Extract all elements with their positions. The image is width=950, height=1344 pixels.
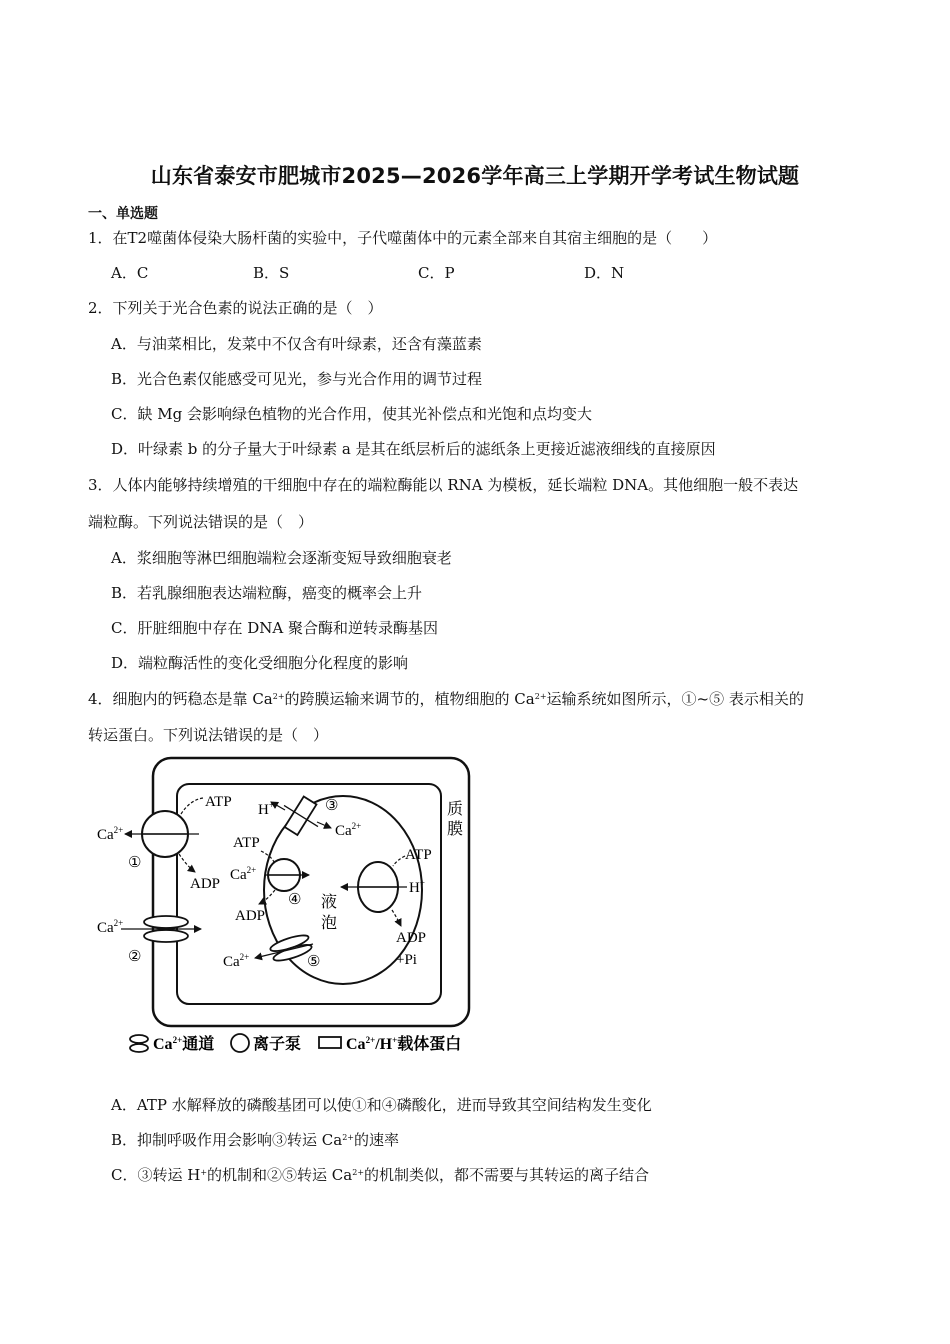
adp-arrow-1: [179, 854, 195, 872]
q4-option-a: A．ATP 水解释放的磷酸基团可以使①和④磷酸化，进而导致其空间结构发生变化: [111, 1096, 652, 1114]
q2-option-b: B．光合色素仅能感受可见光，参与光合作用的调节过程: [111, 370, 483, 388]
membrane-label-2: 膜: [447, 821, 464, 838]
q2-option-d: D．叶绿素 b 的分子量大于叶绿素 a 是其在纸层析后的滤纸条上更接近滤液细线的直接原因: [111, 440, 716, 458]
q3-option-c: C．肝脏细胞中存在 DNA 聚合酶和逆转录酶基因: [111, 619, 438, 637]
h-label-3: H+: [258, 800, 274, 818]
q3-option-d: D．端粒酶活性的变化受细胞分化程度的影响: [111, 654, 409, 672]
ca-label-1: $Ca^{2+}$: [97, 825, 124, 843]
adp-label-1: ADP: [190, 876, 221, 892]
q1-option-d: D．N: [584, 264, 625, 282]
legend-carrier: $Ca^{2+}/H^+$载体蛋白: [346, 1035, 462, 1053]
atp-arrow-1: [181, 798, 203, 814]
number-1: ①: [128, 855, 142, 871]
q1-option-a: A．C: [111, 264, 149, 282]
carrier-3: [275, 790, 328, 842]
q4-option-b: B．抑制呼吸作用会影响③转运 $Ca^{2+}$的速率: [111, 1131, 400, 1149]
ca-label-4: $Ca^{2+}$: [230, 865, 257, 883]
section-heading: 一、单选题: [88, 206, 158, 222]
legend: [130, 1034, 461, 1053]
q1-option-b: B．S: [253, 264, 290, 282]
legend-channel: $Ca^{2+}$通道: [153, 1035, 215, 1053]
pi-label-pump: +Pi: [396, 952, 417, 968]
ca-label-3: $Ca^{2+}$: [335, 821, 362, 839]
vacuole-label-1: 液: [321, 894, 338, 911]
number-5: ⑤: [307, 954, 321, 970]
adp-label-4: ADP: [235, 908, 266, 924]
page-title: 山东省泰安市肥城市2025—2026学年高三上学期开学考试生物试题: [150, 164, 800, 188]
number-2: ②: [128, 949, 142, 965]
question-2-stem: 2．下列关于光合色素的说法正确的是（ ）: [88, 299, 383, 317]
adp-label-pump: ADP: [396, 930, 427, 946]
question-3-stem-line1: 3．人体内能够持续增殖的干细胞中存在的端粒酶能以 RNA 为模板，延长端粒 DNA。其他细胞一般不表达: [88, 476, 799, 494]
q1-option-c: C．P: [418, 264, 455, 282]
adp-arrow-4: [259, 890, 275, 904]
calcium-transport-diagram: [95, 752, 490, 1058]
ca-label-5: $Ca^{2+}$: [223, 952, 250, 970]
question-4-stem-line1: 4．细胞内的钙稳态是靠 $Ca^{2+}$的跨膜运输来调节的，植物细胞的 $Ca^{2+}$运输系统如图所示，①~⑤ 表示相关的: [88, 690, 804, 708]
question-3-stem-line2: 端粒酶。下列说法错误的是（ ）: [88, 513, 314, 531]
h-label-pump: H+: [409, 878, 425, 896]
q3-option-b: B．若乳腺细胞表达端粒酶，癌变的概率会上升: [111, 584, 423, 602]
q4-option-c: C．③转运 H+的机制和②⑤转运 $Ca^{2+}$的机制类似，都不需要与其转运的离子结合: [111, 1166, 650, 1184]
question-4-stem-line2: 转运蛋白。下列说法错误的是（ ）: [88, 726, 329, 744]
atp-arrow-pump: [393, 856, 405, 866]
question-1-stem: 1．在T2噬菌体侵染大肠杆菌的实验中，子代噬菌体中的元素全部来自其宿主细胞的是（ ）: [88, 229, 718, 247]
q2-option-c: C．缺 Mg 会影响绿色植物的光合作用，使其光补偿点和光饱和点均变大: [111, 405, 592, 423]
membrane-label-1: 质: [447, 801, 464, 818]
adp-arrow-pump: [392, 910, 401, 926]
atp-label-4: ATP: [233, 835, 260, 851]
legend-pump: 离子泵: [253, 1036, 302, 1053]
number-4: ④: [288, 892, 302, 908]
vacuole-label-2: 泡: [321, 915, 338, 932]
q3-option-a: A．浆细胞等淋巴细胞端粒会逐渐变短导致细胞衰老: [111, 549, 452, 567]
atp-label-pump: ATP: [405, 847, 432, 863]
number-3: ③: [325, 798, 339, 814]
q2-option-a: A．与油菜相比，发菜中不仅含有叶绿素，还含有藻蓝素: [111, 335, 482, 353]
atp-label-1: ATP: [205, 794, 232, 810]
ca-label-2: $Ca^{2+}$: [97, 918, 124, 936]
